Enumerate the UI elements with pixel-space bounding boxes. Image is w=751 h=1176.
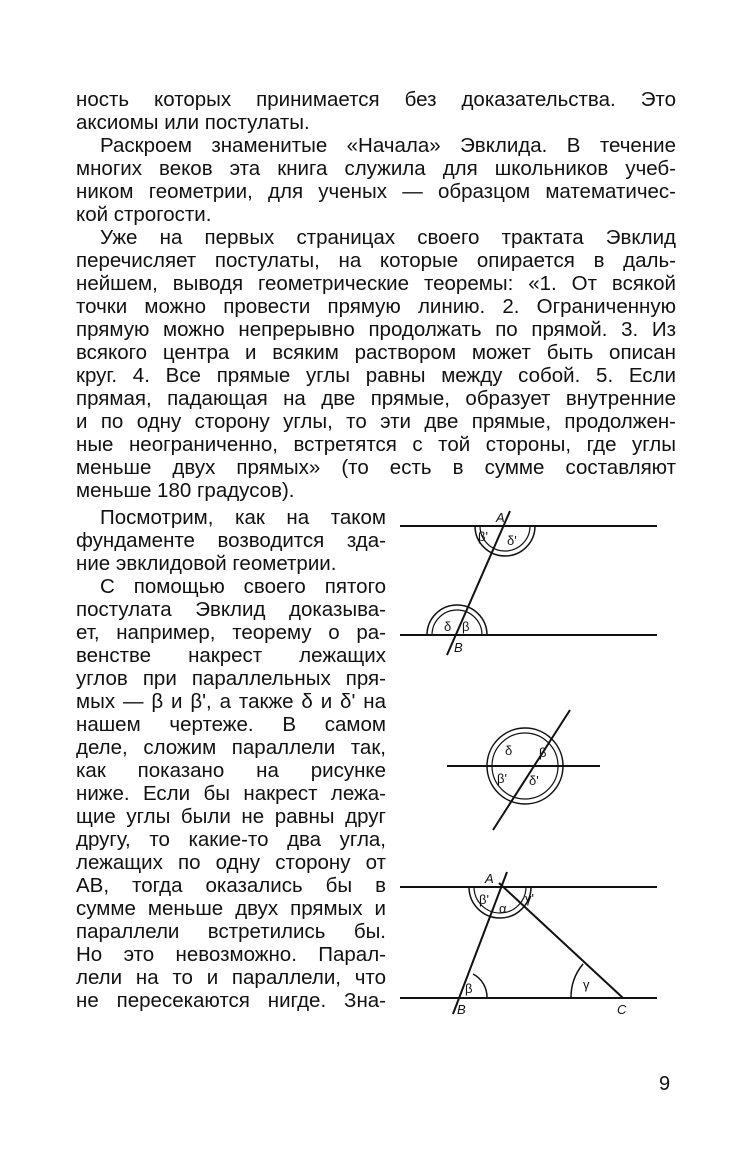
angle-gamma-prime-label: γ': [525, 891, 534, 906]
text-line-10: точки можно провести прямую линию. 2. Ограниченную: [76, 295, 676, 318]
arc-b: [473, 974, 487, 998]
angle-beta-prime-label-2: β': [479, 892, 489, 907]
text-line-16: ные неограниченно, встретятся с той стороны, где углы: [76, 433, 676, 456]
page-number: 9: [659, 1073, 671, 1095]
text-line-6: кой строгости.: [76, 203, 212, 226]
text-line-18: меньше 180 градусов).: [76, 479, 295, 502]
text-line-3: Раскроем знаменитые «Начала» Эвклида. В течение: [100, 134, 676, 157]
text-line-39: лели на то и параллели, что: [76, 966, 386, 989]
point-c-label: C: [617, 1002, 627, 1017]
text-line-34: лежащих по одну сторону от: [76, 851, 386, 874]
text-line-27: мых — β и β', а также δ и δ' на: [76, 690, 386, 713]
text-line-13: круг. 4. Все прямые углы равны между собой. 5. Если: [76, 364, 676, 387]
text-line-11: прямую можно непрерывно продолжать по прямой. 3. Из: [76, 318, 676, 341]
text-line-32: щие углы были не равны друг: [76, 805, 386, 828]
angle-delta-prime-label: δ': [507, 533, 517, 548]
text-line-30: как показано на рисунке: [76, 759, 386, 782]
text-line-29: деле, сложим параллели так,: [76, 736, 386, 759]
text-line-36: сумме меньше двух прямых и: [76, 897, 386, 920]
text-line-1: ность которых принимается без доказательства. Это: [76, 88, 676, 111]
angle-delta-label: δ: [444, 619, 452, 634]
point-a-label-2: A: [485, 871, 494, 886]
text-line-14: прямая, падающая на две прямые, образует внутренние: [76, 387, 676, 410]
text-line-23: постулата Эвклид доказыва-: [76, 598, 386, 621]
text-line-26: углов при параллельных пря-: [76, 667, 386, 690]
figure-superimposed-parallels: [445, 705, 605, 835]
text-line-17: меньше двух прямых» (то есть в сумме составляют: [76, 456, 676, 479]
angle-beta-upper-label: β: [539, 745, 547, 760]
text-line-22: С помощью своего пятого: [100, 575, 386, 598]
point-b-label-2: B: [457, 1002, 466, 1017]
text-line-40: не пересекаются нигде. Зна-: [76, 989, 386, 1012]
text-line-19: Посмотрим, как на таком: [100, 506, 386, 529]
text-line-21: ние эвклидовой геометрии.: [76, 552, 337, 575]
text-line-35: АВ, тогда оказались бы в: [76, 874, 386, 897]
angle-alpha-label: α: [499, 901, 507, 916]
text-line-9: нейшем, выводя геометрические теоремы: «1. От всякой: [76, 272, 676, 295]
text-line-25: венстве накрест лежащих: [76, 644, 386, 667]
figure-triangle-abc: [395, 868, 665, 1028]
text-line-15: и по одну сторону углы, то эти две прямые, продолжен-: [76, 410, 676, 433]
text-line-33: другу, то какие-то два угла,: [76, 828, 386, 851]
angle-delta-prime-lower-label: δ': [529, 773, 539, 788]
text-line-7: Уже на первых страницах своего трактата Эвклид: [100, 226, 676, 249]
text-line-24: ет, например, теорему о ра-: [76, 621, 386, 644]
text-line-37: параллели встретились бы.: [76, 920, 386, 943]
text-line-28: нашем чертеже. В самом: [76, 713, 386, 736]
text-line-4: многих веков эта книга служила для школьников учеб-: [76, 157, 676, 180]
text-line-8: перечисляет постулаты, на которые опирается в даль-: [76, 249, 676, 272]
text-line-31: ниже. Если бы накрест лежа-: [76, 782, 386, 805]
point-a-label: A: [496, 510, 505, 525]
figure-parallel-lines: [395, 505, 665, 660]
side-ac: [499, 883, 623, 998]
angle-beta-prime-label: β': [478, 529, 488, 544]
angle-beta-label-2: β: [465, 981, 473, 996]
angle-beta-label: β: [462, 619, 470, 634]
angle-gamma-label: γ: [583, 977, 590, 992]
angle-beta-prime-lower-label: β': [497, 771, 507, 786]
text-line-38: Но это невозможно. Парал-: [76, 943, 386, 966]
arc-c: [571, 964, 583, 998]
text-line-5: ником геометрии, для ученых — образцом математичес-: [76, 180, 676, 203]
text-line-2: аксиомы или постулаты.: [76, 111, 310, 134]
point-b-label: B: [454, 640, 463, 655]
text-line-20: фундаменте возводится зда-: [76, 529, 386, 552]
text-line-12: всякого центра и всяким раствором может быть описан: [76, 341, 676, 364]
angle-delta-upper-label: δ: [505, 743, 513, 758]
